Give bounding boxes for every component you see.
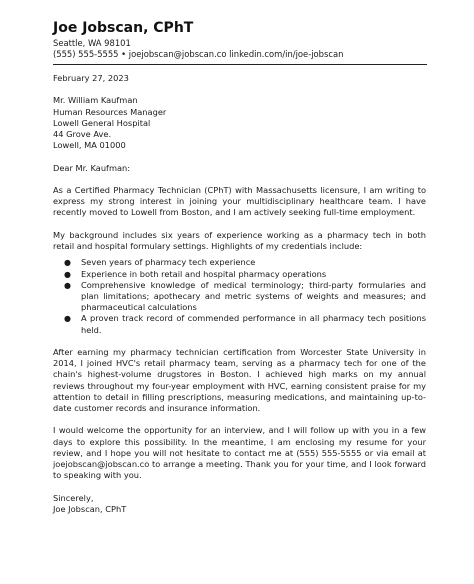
history-paragraph: After earning my pharmacy technician certification from Worcester State University in 2014, I joined HVC's retail pharmacy team, serving as a pharmacy tech for one of the chain's highest-volume drugstores in Boston. I achieved high marks on my annual reviews throughout my four-year employment with HVC, earning consistent praise for my attention to detail in filling prescriptions, measuring medications, and maintaining up-to-date customer records and insurance information. xyxy=(53,346,426,413)
applicant-location: Seattle, WA 98101 xyxy=(53,38,131,48)
list-item xyxy=(64,313,426,335)
list-item-text: Seven years of pharmacy tech experience xyxy=(81,257,256,268)
background-paragraph: My background includes six years of experience working as a pharmacy tech in both retail and hospital formulary settings. Highlights of my credentials include: xyxy=(53,229,426,251)
credentials-list xyxy=(53,257,426,335)
letter-date: February 27, 2023 xyxy=(53,73,129,83)
list-item xyxy=(64,268,426,280)
recipient-city: Lowell, MA 01000 xyxy=(53,140,126,151)
letter-body xyxy=(53,73,426,526)
applicant-name: Joe Jobscan, CPhT xyxy=(53,20,194,36)
intro-paragraph: As a Certified Pharmacy Technician (CPhT) with Massachusetts licensure, I am writing to express my strong interest in joining your multidisciplinary healthcare team. I have recently moved to Lowell from Boston, and I am actively seeking full-time employment. xyxy=(53,184,426,218)
recipient-address-block xyxy=(53,95,426,151)
bullet-icon: ● xyxy=(64,280,71,290)
closing-word: Sincerely, xyxy=(53,492,94,503)
list-item-text: A proven track record of commended performance in all pharmacy tech positions held. xyxy=(81,313,426,335)
recipient-name: Mr. William Kaufman xyxy=(53,95,138,106)
bullet-icon: ● xyxy=(64,269,71,279)
bullet-icon: ● xyxy=(64,258,71,268)
bullet-icon: ● xyxy=(64,314,71,324)
salutation: Dear Mr. Kaufman: xyxy=(53,162,131,173)
closing-paragraph: I would welcome the opportunity for an interview, and I will follow up with you in a few days to explore this possibility. In the meantime, I am enclosing my resume for your review, and I hope you will not hesitate to contact me at (555) 555-5555 or via email at joejobscan@jobscan.co to arrange a meeting. Thank you for your time, and I look forward to speaking with you. xyxy=(53,425,426,481)
list-item xyxy=(64,257,426,268)
header-divider xyxy=(53,64,427,65)
list-item xyxy=(64,279,426,314)
list-item-text: Comprehensive knowledge of medical terminology; third-party formularies and plan limitations; apothecary and metric systems of weights and measures; and pharmaceutical calculations xyxy=(81,279,426,313)
list-item-text: Experience in both retail and hospital pharmacy operations xyxy=(81,268,327,279)
signoff-block xyxy=(53,493,426,515)
recipient-company: Lowell General Hospital xyxy=(53,117,151,128)
recipient-title: Human Resources Manager xyxy=(53,106,167,117)
applicant-contact-line: (555) 555-5555 • joejobscan@jobscan.co linkedin.com/in/joe-jobscan xyxy=(53,49,344,59)
signature-name: Joe Jobscan, CPhT xyxy=(53,503,127,514)
recipient-street: 44 Grove Ave. xyxy=(53,129,112,139)
